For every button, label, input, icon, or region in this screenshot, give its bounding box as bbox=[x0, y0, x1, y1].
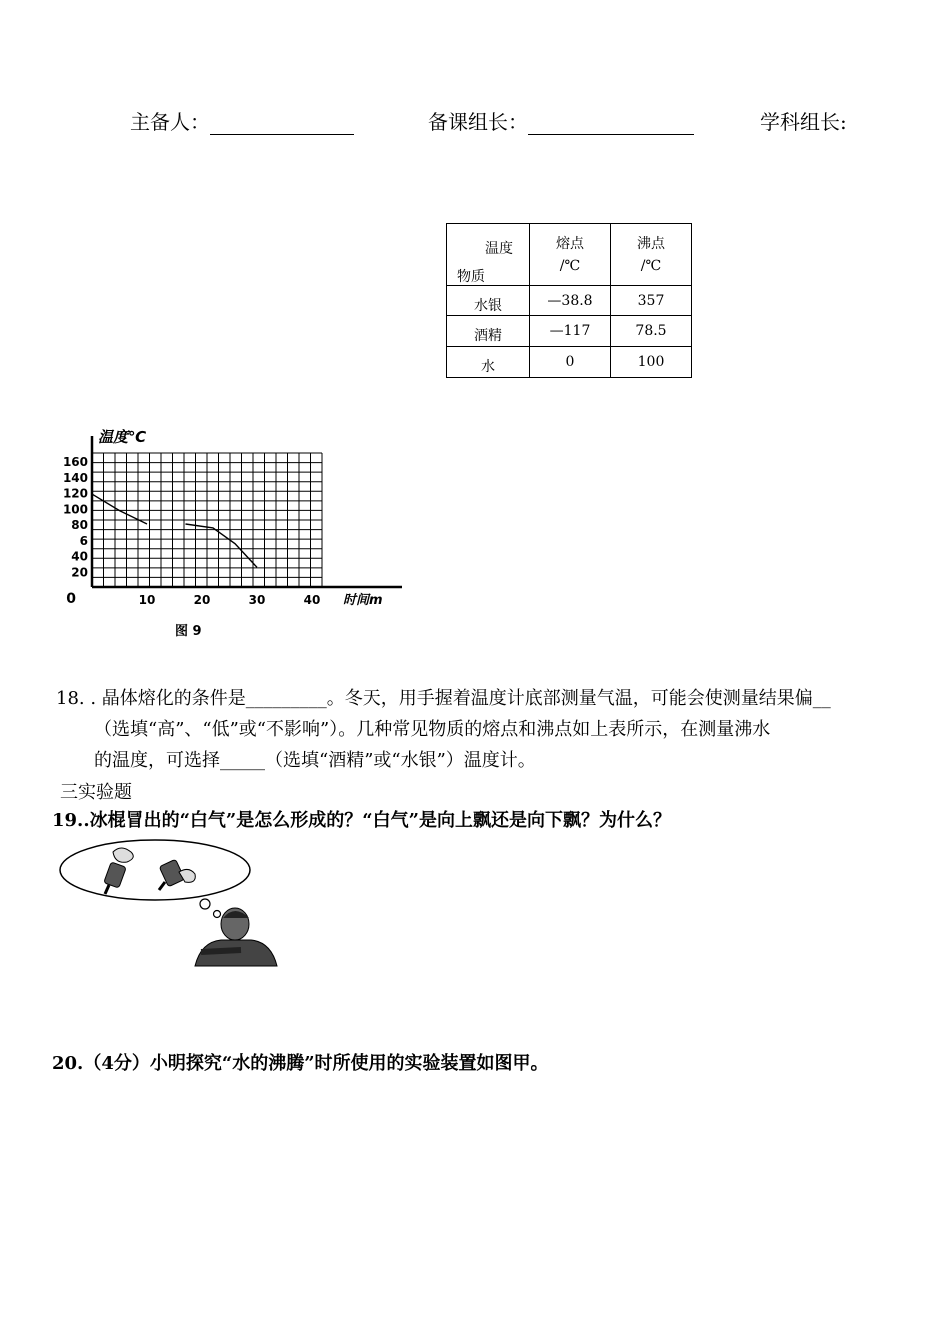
melting-cell: 0 bbox=[530, 347, 611, 378]
substance-cell: 酒精 bbox=[447, 316, 530, 347]
table-row bbox=[447, 286, 692, 316]
properties-table bbox=[446, 223, 692, 378]
preparer-blank[interactable] bbox=[210, 112, 354, 135]
q18-line-1: 18. . 晶体熔化的条件是_________。冬天，用手握着温度计底部测量气温，可能会使测量结果偏__ bbox=[56, 688, 831, 709]
melting-header-cell bbox=[530, 224, 611, 286]
substance-cell: 水 bbox=[447, 347, 530, 378]
y-tick-label: 6 bbox=[79, 533, 88, 548]
thought-dot-2 bbox=[214, 911, 221, 918]
ice-pop-illustration bbox=[55, 838, 295, 968]
y-tick-label: 40 bbox=[71, 549, 88, 564]
boiling-cell: 78.5 bbox=[611, 316, 692, 347]
boiling-header-label: 沸点 bbox=[637, 235, 665, 252]
q19-text: 19..冰棍冒出的“白气”是怎么形成的？“白气”是向上飘还是向下飘？为什么？ bbox=[52, 810, 671, 831]
q20-text: 20.（4分）小明探究“水的沸腾”时所使用的实验装置如图甲。 bbox=[52, 1053, 549, 1074]
y-axis-label: 温度℃ bbox=[98, 428, 147, 446]
corner-substance-label: 物质 bbox=[457, 269, 485, 285]
x-axis-label: 时间m bbox=[343, 593, 383, 608]
table-header-row bbox=[447, 224, 692, 286]
boiling-unit-label: /℃ bbox=[640, 257, 662, 274]
x-tick-label: 30 bbox=[248, 593, 266, 607]
boiling-header-cell bbox=[611, 224, 692, 286]
table-row bbox=[447, 347, 692, 378]
temperature-curve-segment bbox=[186, 524, 258, 567]
preparer-label: 主备人： bbox=[130, 110, 210, 134]
melting-cell: —117 bbox=[530, 316, 611, 347]
x-tick-label: 20 bbox=[193, 593, 211, 607]
y-tick-label: 20 bbox=[71, 565, 88, 580]
y-tick-label: 120 bbox=[62, 486, 88, 501]
group-leader-label: 备课组长： bbox=[428, 110, 528, 134]
x-tick-label: 40 bbox=[303, 593, 321, 607]
temperature-time-chart bbox=[40, 420, 440, 650]
melting-unit-label: /℃ bbox=[559, 257, 581, 274]
table-row bbox=[447, 316, 692, 347]
boiling-cell: 357 bbox=[611, 286, 692, 316]
figure-caption: 图 9 bbox=[175, 624, 202, 639]
group-leader-field bbox=[428, 106, 694, 135]
preparer-field bbox=[130, 106, 354, 135]
x-tick-label: 10 bbox=[138, 593, 156, 607]
substance-cell: 水银 bbox=[447, 286, 530, 316]
q18-line-2: （选填“高”、“低”或“不影响”）。几种常见物质的熔点和沸点如上表所示，在测量沸水 bbox=[94, 719, 771, 740]
subject-leader-label: 学科组长: bbox=[760, 110, 847, 134]
corner-temp-label: 温度 bbox=[485, 241, 513, 257]
section-title: 三实验题 bbox=[60, 782, 132, 803]
melting-cell: —38.8 bbox=[530, 286, 611, 316]
melting-header-label: 熔点 bbox=[556, 235, 584, 252]
q18-line-3: 的温度，可选择_____（选填“酒精”或“水银”）温度计。 bbox=[94, 750, 536, 771]
table-corner-cell bbox=[447, 224, 530, 286]
thought-dot-1 bbox=[200, 899, 210, 909]
thought-bubble bbox=[60, 840, 250, 900]
y-tick-label: 160 bbox=[62, 455, 88, 469]
y-tick-label: 80 bbox=[71, 518, 88, 532]
person-icon bbox=[195, 908, 277, 966]
origin-label: 0 bbox=[66, 591, 76, 607]
boiling-cell: 100 bbox=[611, 347, 692, 378]
y-tick-label: 100 bbox=[62, 502, 88, 517]
y-tick-label: 140 bbox=[62, 470, 88, 485]
group-leader-blank[interactable] bbox=[528, 112, 694, 135]
